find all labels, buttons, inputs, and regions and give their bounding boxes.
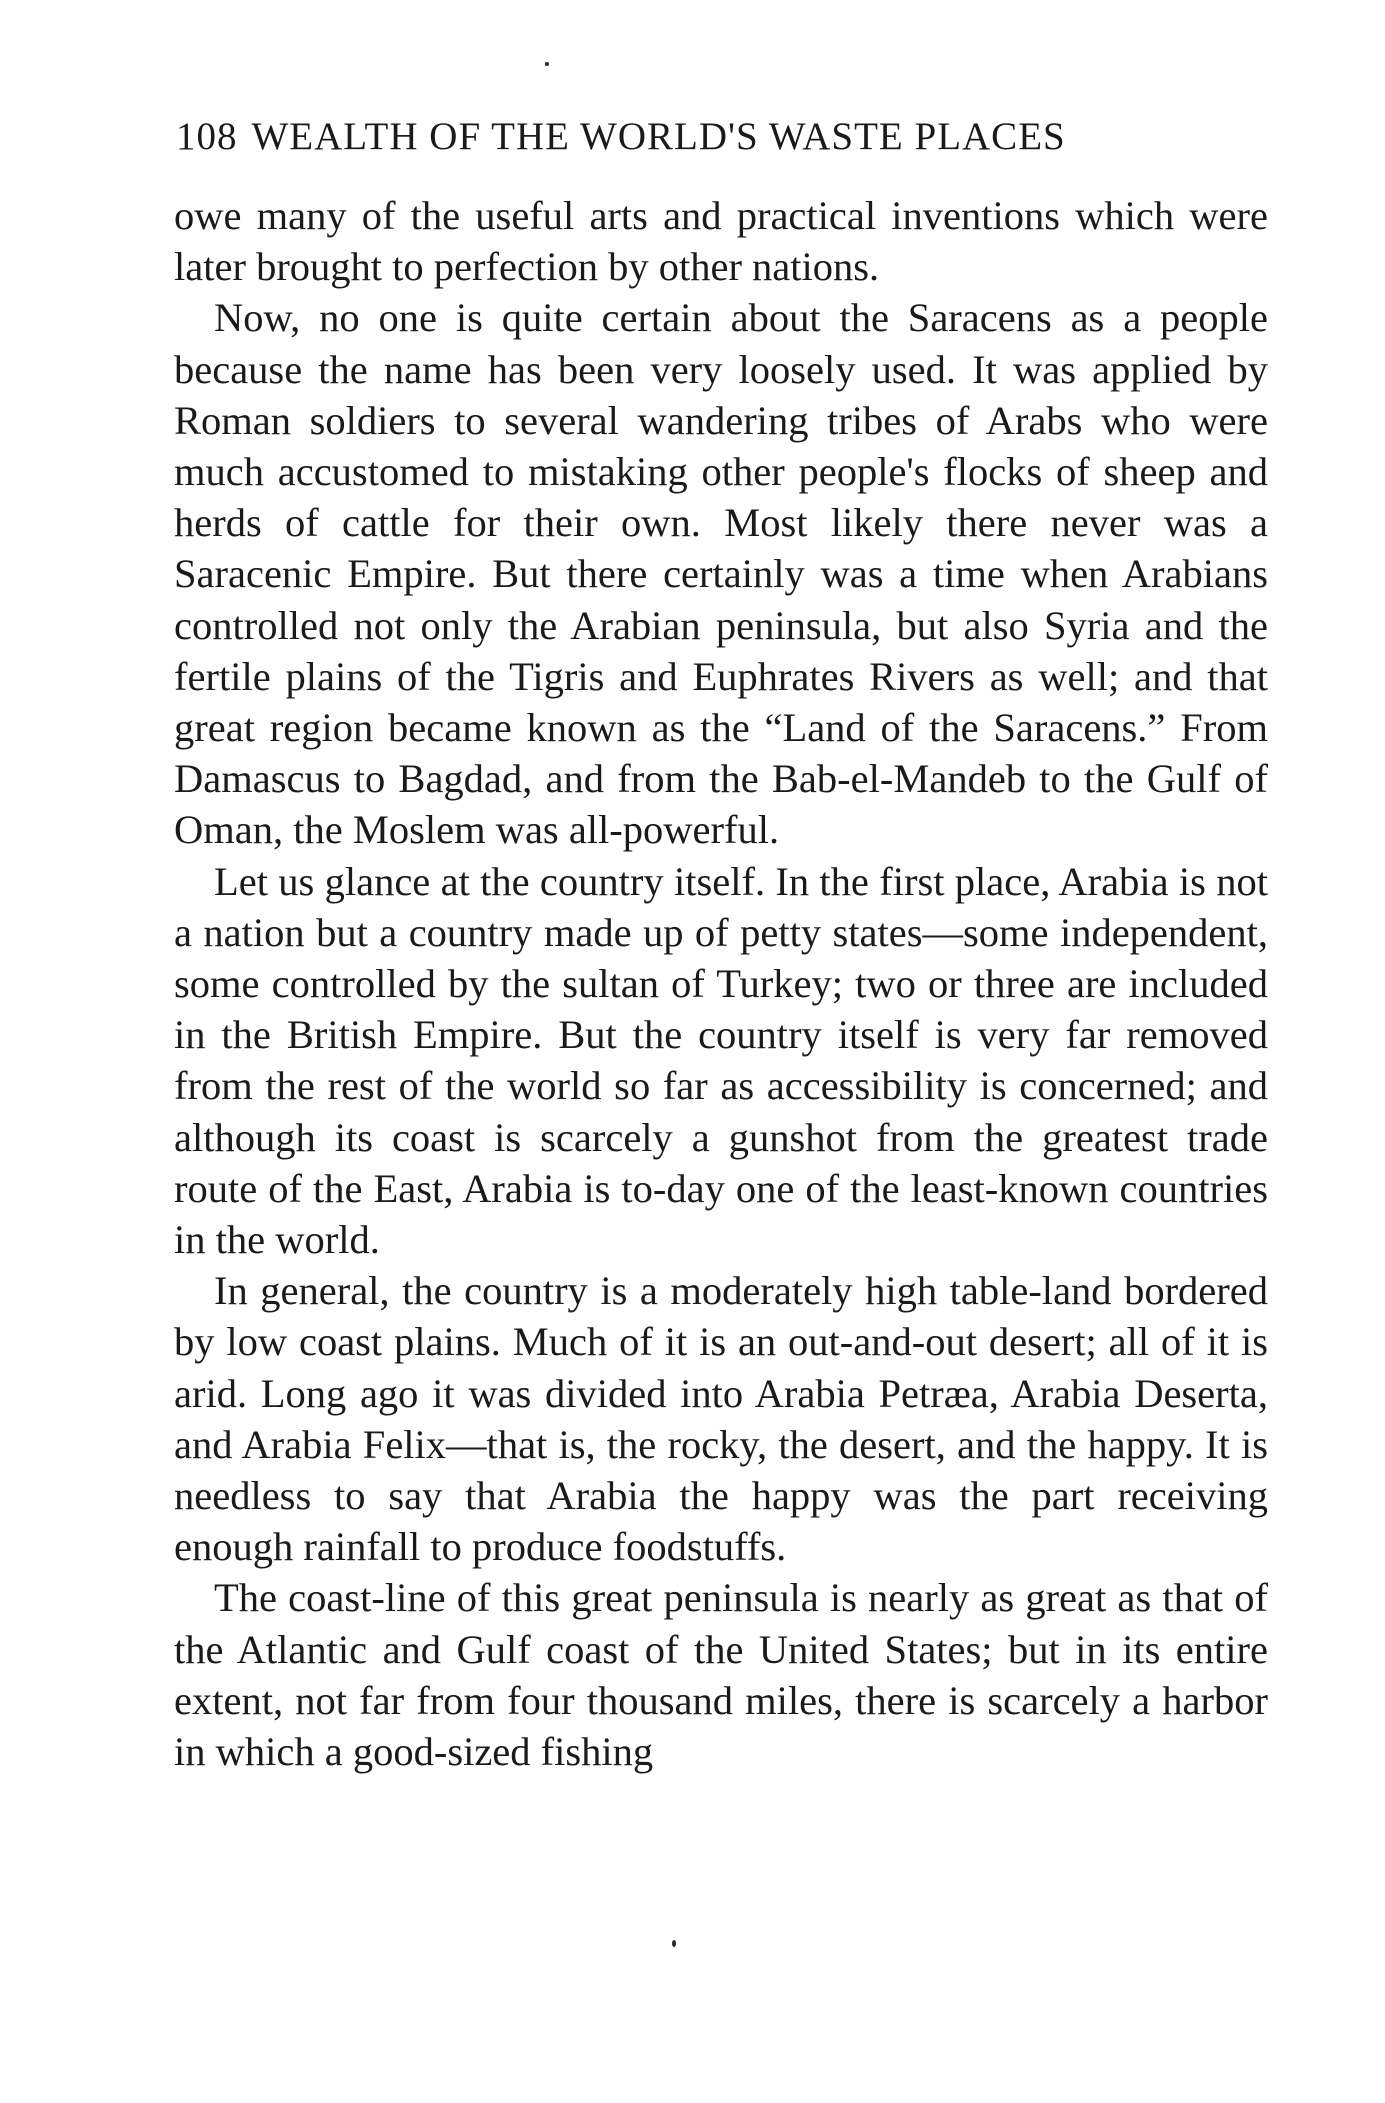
paragraph-country: Let us glance at the country itself. In the first place, Arabia is not a nation but a country made up of petty states—some independent, some controlled by the sultan of Turkey; two or three are included in the British Empire. But the country itself is very far removed from the rest of the world so far as accessibility is concerned; and although its coast is scarcely a gunshot from the greatest trade route of the East, Arabia is to-day one of the least-known countries in the world.: [174, 858, 1268, 1263]
running-head: [176, 112, 1266, 162]
print-speck-top: [545, 62, 549, 66]
running-title: WEALTH OF THE WORLD'S WASTE PLACES: [251, 115, 1066, 158]
body-text: [174, 190, 1268, 1777]
paragraph-saracens: Now, no one is quite certain about the Saracens as a people because the name has been very loosely used. It was applied by Roman soldiers to several wandering tribes of Arabs who were much accustomed to mistaking other people's flocks of sheep and herds of cattle for their own. Most likely there never was a Saracenic Empire. But there certainly was a time when Arabians controlled not only the Arabian peninsula, but also Syria and the fertile plains of the Tigris and Euphrates Rivers as well; and that great region became known as the “Land of the Saracens.” From Damascus to Bagdad, and from the Bab-el-Mandeb to the Gulf of Oman, the Moslem was all-powerful.: [174, 295, 1268, 853]
print-speck-bottom: [672, 1940, 676, 1947]
paragraph-continued: owe many of the useful arts and practical inventions which were later brought to perfection by other nations.: [174, 193, 1268, 290]
paragraph-coast-line: The coast-line of this great peninsula is nearly as great as that of the Atlantic and Gulf coast of the United States; but in its entire extent, not far from four thousand miles, there is scarcely a harbor in which a good-sized fishing: [174, 1575, 1268, 1775]
page-number: 108: [176, 115, 238, 158]
paragraph-general: In general, the country is a moderately high table-land bordered by low coast plains. Much of it is an out-and-out desert; all of it is arid. Long ago it was divided into Arabia Petræa, Arabia Deserta, and Arabia Felix—that is, the rocky, the desert, and the happy. It is needless to say that Arabia the happy was the part receiving enough rainfall to produce foodstuffs.: [174, 1268, 1268, 1570]
